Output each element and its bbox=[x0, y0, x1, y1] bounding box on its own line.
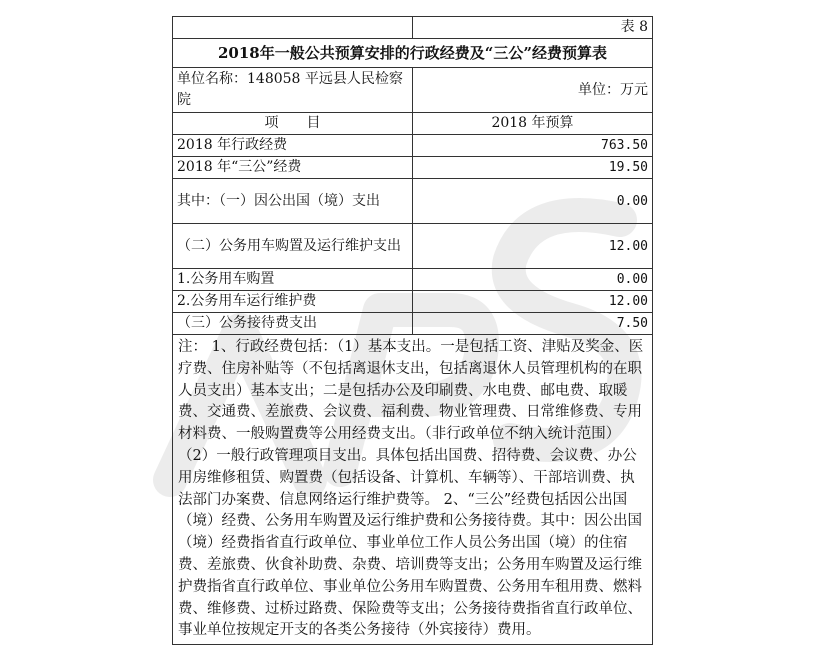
row-value: 7.50 bbox=[413, 313, 653, 335]
table-row bbox=[173, 224, 653, 269]
unit-name: 单位名称：148058 平远县人民检察院 bbox=[173, 68, 413, 113]
row-value: 763.50 bbox=[413, 135, 653, 157]
row-item: 其中：（一）因公出国（境）支出 bbox=[173, 179, 413, 224]
row-item: 2.公务用车运行维护费 bbox=[173, 291, 413, 313]
row-value: 0.00 bbox=[413, 269, 653, 291]
table-row bbox=[173, 269, 653, 291]
table-number: 表 8 bbox=[413, 17, 653, 39]
column-header-budget: 2018 年预算 bbox=[413, 113, 653, 135]
row-item: 1.公务用车购置 bbox=[173, 269, 413, 291]
table-row bbox=[173, 157, 653, 179]
table-row bbox=[173, 179, 653, 224]
row-value: 0.00 bbox=[413, 179, 653, 224]
row-item: 2018 年行政经费 bbox=[173, 135, 413, 157]
budget-sheet bbox=[172, 16, 652, 645]
row-value: 12.00 bbox=[413, 291, 653, 313]
budget-table bbox=[172, 16, 653, 645]
row-value: 19.50 bbox=[413, 157, 653, 179]
table-row bbox=[173, 313, 653, 335]
row-item: （二）公务用车购置及运行维护支出 bbox=[173, 224, 413, 269]
column-header-item: 项 目 bbox=[173, 113, 413, 135]
row-value: 12.00 bbox=[413, 224, 653, 269]
blank-cell bbox=[173, 17, 413, 39]
table-row bbox=[173, 291, 653, 313]
row-item: （三）公务接待费支出 bbox=[173, 313, 413, 335]
table-row bbox=[173, 135, 653, 157]
unit-label: 单位：万元 bbox=[413, 68, 653, 113]
row-item: 2018 年“三公”经费 bbox=[173, 157, 413, 179]
table-note: 注： 1、行政经费包括：（1）基本支出。一是包括工资、津贴及奖金、医疗费、住房补贴等（不包括离退休支出，包括离退休人员管理机构的在职人员支出）基本支出；二是包括办公及印刷费、水电费、邮电费、取暖费、交通费、差旅费、会议费、福利费、物业管理费、日常维修费、专用材料费、一般购置费等公用经费支出。（非行政单位不纳入统计范围） （2）一般行政管理项目支出。具体包括出国费、招待费、会议费、办公用房维修租赁、购置费（包括设备、计算机、车辆等）、干部培训费、执法部门办案费、信息网络运行维护费等。 2、“三公”经费包括因公出国（境）经费、公务用车购置及运行维护费和公务接待费。其中：因公出国（境）经费指省直行政单位、事业单位工作人员公务出国（境）的住宿费、差旅费、伙食补助费、杂费、培训费等支出；公务用车购置及运行维护费指省直行政单位、事业单位公务用车购置费、公务用车租用费、燃料费、维修费、过桥过路费、保险费等支出；公务接待费指省直行政单位、事业单位按规定开支的各类公务接待（外宾接待）费用。 bbox=[173, 335, 653, 645]
table-title: 2018年一般公共预算安排的行政经费及“三公”经费预算表 bbox=[173, 39, 653, 68]
